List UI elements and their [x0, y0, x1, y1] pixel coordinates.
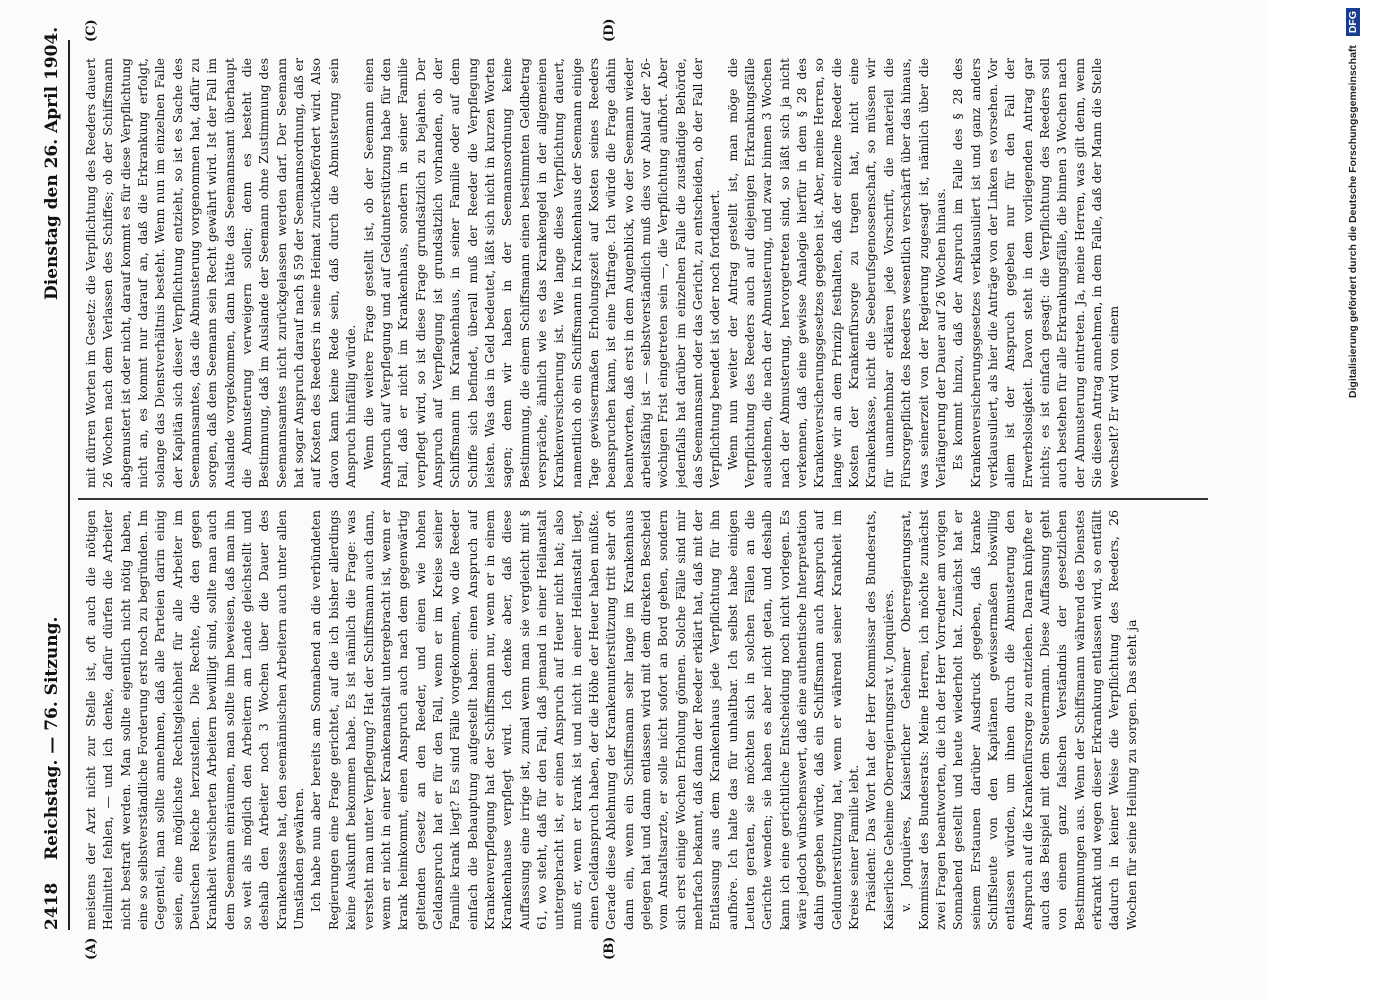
paragraph: Ich habe nun aber bereits am Sonnabend an die verbündeten Regierungen eine Frage gerichtet, auf die ich bisher allerdings keine Auskunft bekommen habe. Es ist nämlich die Frage: was versteht man unter Verpflegung? Hat der Schiffsmann auch dann, wenn er nicht in einer Krankenanstalt untergebracht ist, wenn er krank heimkommt, einen Anspruch auch nach dem gegenwärtig geltenden Gesetz an den Reeder, und einen wie hohen Geldanspruch hat er für den Fall, wenn er im Kreise seiner Familie krank liegt? Es sind Fälle vorgekommen, wo die Reeder einfach die Behauptung aufgestellt haben: einen Anspruch auf Krankenverpflegung hat der Schiffsmann nur, wenn er in einem Krankenhause verpflegt wird. Ich denke aber, daß diese Auffassung eine irrige ist, zumal wenn man sie vergleicht mit § 61, wo steht, daß für den Fall, daß jemand in einer Heilanstalt untergebracht ist, er einen Anspruch auf Heuer nicht hat; also muß er, wenn er krank ist und nicht in einer Heilanstalt liegt, einen Geldanspruch haben, der die Höhe der Heuer haben müßte. Gerade diese Ablehnung der Krankenunterstützung tritt sehr oft dann ein, wenn ein Schiffsmann sehr lange im Krankenhaus gelegen hat und dann entlassen wird mit dem direkten Bescheid vom Anstaltsarzte, er solle nicht sofort an Bord gehen, sondern sich erst einige Wochen Erholung gönnen. Solche Fälle sind mir mehrfach bekannt, daß dann der Reeder erklärt hat, daß mit der Entlassung aus dem Krankenhaus jede Verpflichtung für ihn aufhöre. Ich halte das für unhaltbar. Ich selbst habe einigen Leuten geraten, sie möchten sich in solchen Fällen an die Gerichte wenden; sie haben es aber nicht getan, und deshalb kann ich eine gerichtliche Entscheidung noch nicht vorlegen. Es wäre jedoch wünschenswert, daß eine authentische Interpretation dahin gegeben würde, daß ein Schiffsmann auch Anspruch auf Geldunterstützung hat, wenn er während seiner Krankheit im Kreise seiner Familie lebt.	[308, 510, 862, 930]
paragraph: Wenn die weitere Frage gestellt ist, ob der Seemann einen Anspruch auf Verpflegung und auf Geldunterstützung habe für den Fall, daß er nicht im Krankenhaus, sondern in seiner Familie verpflegt wird, so ist diese Frage grundsätzlich zu bejahen. Der Anspruch auf Verpflegung ist grundsätzlich vorhanden, ob der Schiffsmann im Krankenhaus, in seiner Familie oder auf dem Schiffe sich befindet, überall muß der Reeder die Verpflegung leisten. Was das in Geld bedeutet, läßt sich nicht in kurzen Worten sagen; denn wir haben in der Seemannsordnung keine Bestimmung, die einem Schiffsmann einen bestimmten Geldbetrag verspräche, ähnlich wie es das Krankengeld in der allgemeinen Krankenversicherung ist. Wie lange diese Verpflichtung dauert, namentlich ob ein Schiffsmann in Krankenhaus der Seemann einige Tage gewissermaßen Erholungszeit auf Kosten seines Reeders beanspruchen kann, ist eine Tatfrage. Ich würde die Frage dahin beantworten, daß erst in dem Augenblick, wo der Seemann wieder arbeitsfähig ist — selbstverständlich muß dies vor Ablauf der 26-wöchigen Frist eingetreten sein —, die Verpflichtung aufhört. Aber jedenfalls hat darüber im einzelnen Falle die zuständige Behörde, das Seemannsamt oder das Gericht, zu entscheiden, ob der Fall der Verpflichtung beendet ist oder noch fortdauert.	[360, 58, 723, 488]
funding-credit: Digitalisierung gefördert durch die Deutsche Forschungsgemeinschaft	[1347, 45, 1359, 399]
right-column	[82, 58, 1202, 488]
dfg-logo: DFG	[1346, 8, 1360, 36]
paragraph: Wenn nun weiter der Antrag gestellt ist, man möge die Verpflichtung des Reeders auch auf diejenigen Erkrankungsfälle ausdehnen, die nach der Abmusterung, und zwar binnen 3 Wochen nach der Abmusterung, hervorgetreten sind, so läßt sich ja nicht verkennen, daß eine gewisse Analogie hierfür in dem § 28 des Krankenversicherungsgesetzes gegeben ist. Aber, meine Herren, so lange wir an dem Prinzip festhalten, daß der einzelne Reeder die Kosten der Krankenfürsorge zu tragen hat, nicht eine Krankenkasse, nicht die Seeberufsgenossenschaft, so müssen wir für unannehmbar erklären jede Vorschrift, die materiell die Fürsorgepflicht des Reeders wesentlich verschärft über das hinaus, was seinerzeit von der Regierung zugesagt ist, nämlich über die Verlängerung der Dauer auf 26 Wochen hinaus.	[724, 58, 948, 488]
digitization-footer	[1338, 8, 1368, 988]
footer-text	[1338, 8, 1368, 988]
paragraph: v. Jonquières, Kaiserlicher Geheimer Oberregierungsrat, Kommissar des Bundesrats: Meine Herren, ich möchte zunächst zwei Fragen beantworten, die ich der Herr Vorredner am vorigen Sonnabend gestellt und heute wiederholt hat. Zunächst hat er seinem Erstaunen darüber Ausdruck gegeben, daß kranke Schiffsleute von den Kapitänen gewissermaßen böswillig entlassen würden, um ihnen durch die Abmusterung den Anspruch auf die Krankenfürsorge zu entziehen. Daran knüpfte er auch das Beispiel mit dem Steuermann. Diese Auffassung geht von einem ganz falschen Verständnis der gesetzlichen Bestimmungen aus. Wenn der Schiffsmann während des Dienstes erkrankt und wegen dieser Erkrankung entlassen wird, so entfällt dadurch in keiner Weise die Verpflichtung des Reeders, 26 Wochen für seine Heilung zu sorgen. Das steht ja	[898, 510, 1139, 930]
margin-marker-d: (D)	[602, 18, 617, 42]
page-header	[38, 26, 70, 930]
paragraph: Es kommt hinzu, daß der Anspruch im Falle des § 28 des Krankenversicherungsgesetzes verklausuliert ist und ganz anders verklausuliert, als hier die Anträge von der Linken es vorsehen. Vor allem ist der Anspruch gegeben nur für den Fall der Erwerbslosigkeit. Davon steht in dem vorliegenden Antrag gar nichts; es ist einfach gesagt: die Verpflichtung des Reeders soll auch bestehen für alle Erkrankungsfälle, die binnen 3 Wochen nach der Abmusterung eintreten. Ja, meine Herren, was gilt denn, wenn Sie diesen Antrag annehmen, in dem Falle, daß der Mann die Stelle wechselt? Er wird von einem	[950, 58, 1122, 488]
paragraph: mit dürren Worten im Gesetz: die Verpflichtung des Reeders dauert 26 Wochen nach dem Verlassen des Schiffes; ob der Schiffsmann abgemustert ist oder nicht, darauf kommt es für diese Verpflichtung nicht an, es kommt nur darauf an, daß die Erkrankung erfolgt, solange das Dienstverhältnis besteht. Wenn nun im einzelnen Falle der Kapitän sich dieser Verpflichtung entzieht, so ist es Sache des Seemannsamtes, das die Abmusterung vorgenommen hat, dafür zu sorgen, daß dem Seemann sein Recht gewährt wird. Ist der Fall im Auslande vorgekommen, dann hätte das Seemannsamt überhaupt die Abmusterung verweigern sollen; denn es besteht die Bestimmung, daß im Auslande der Seemann ohne Zustimmung des Seemannsamtes nicht zurückgelassen werden darf. Der Seemann hat sogar Anspruch darauf nach § 59 der Seemannsordnung, daß er auf Kosten des Reeders in seine Heimat zurückbefördert wird. Also davon kann keine Rede sein, daß durch die Abmusterung sein Anspruch hinfällig würde.	[83, 58, 359, 488]
margin-marker-a: (A)	[84, 937, 99, 960]
session-title: Reichstag. — 76. Sitzung.	[42, 616, 62, 860]
page-number: 2418	[42, 882, 62, 930]
paragraph: meistens der Arzt nicht zur Stelle ist, oft auch die nötigen Heilmittel fehlen, — und ich denke, dafür dürfen die Arbeiter nicht bestraft werden. Man sollte eigentlich nicht nötig haben, eine so selbstverständliche Forderung erst noch zu begründen. Im Gegenteil, man sollte annehmen, daß alle Parteien darin einig seien, eine möglichste Rechtsgleichheit für alle Arbeiter im Deutschen Reiche herzustellen. Die Rechte, die den gegen Krankheit versicherten Arbeitern bewilligt sind, sollte man auch dem Seemann einräumen, man sollte ihm beweisen, daß man ihn so weit als möglich den Arbeitern am Lande gleichstellt und deshalb den Arbeiter noch 3 Wochen über die Dauer des Krankenkasse hat, den seemännischen Arbeitern auch unter allen Umständen gewähren.	[83, 510, 307, 930]
left-column	[82, 510, 1202, 930]
column-divider	[78, 498, 1208, 500]
paragraph: Präsident: Das Wort hat der Herr Kommissar des Bundesrats, Kaiserliche Geheime Oberregierungsrat v. Jonquières.	[863, 510, 896, 930]
margin-marker-c: (C)	[84, 19, 99, 42]
session-date: Dienstag den 26. April 1904.	[42, 26, 62, 300]
margin-marker-b: (B)	[602, 936, 617, 960]
